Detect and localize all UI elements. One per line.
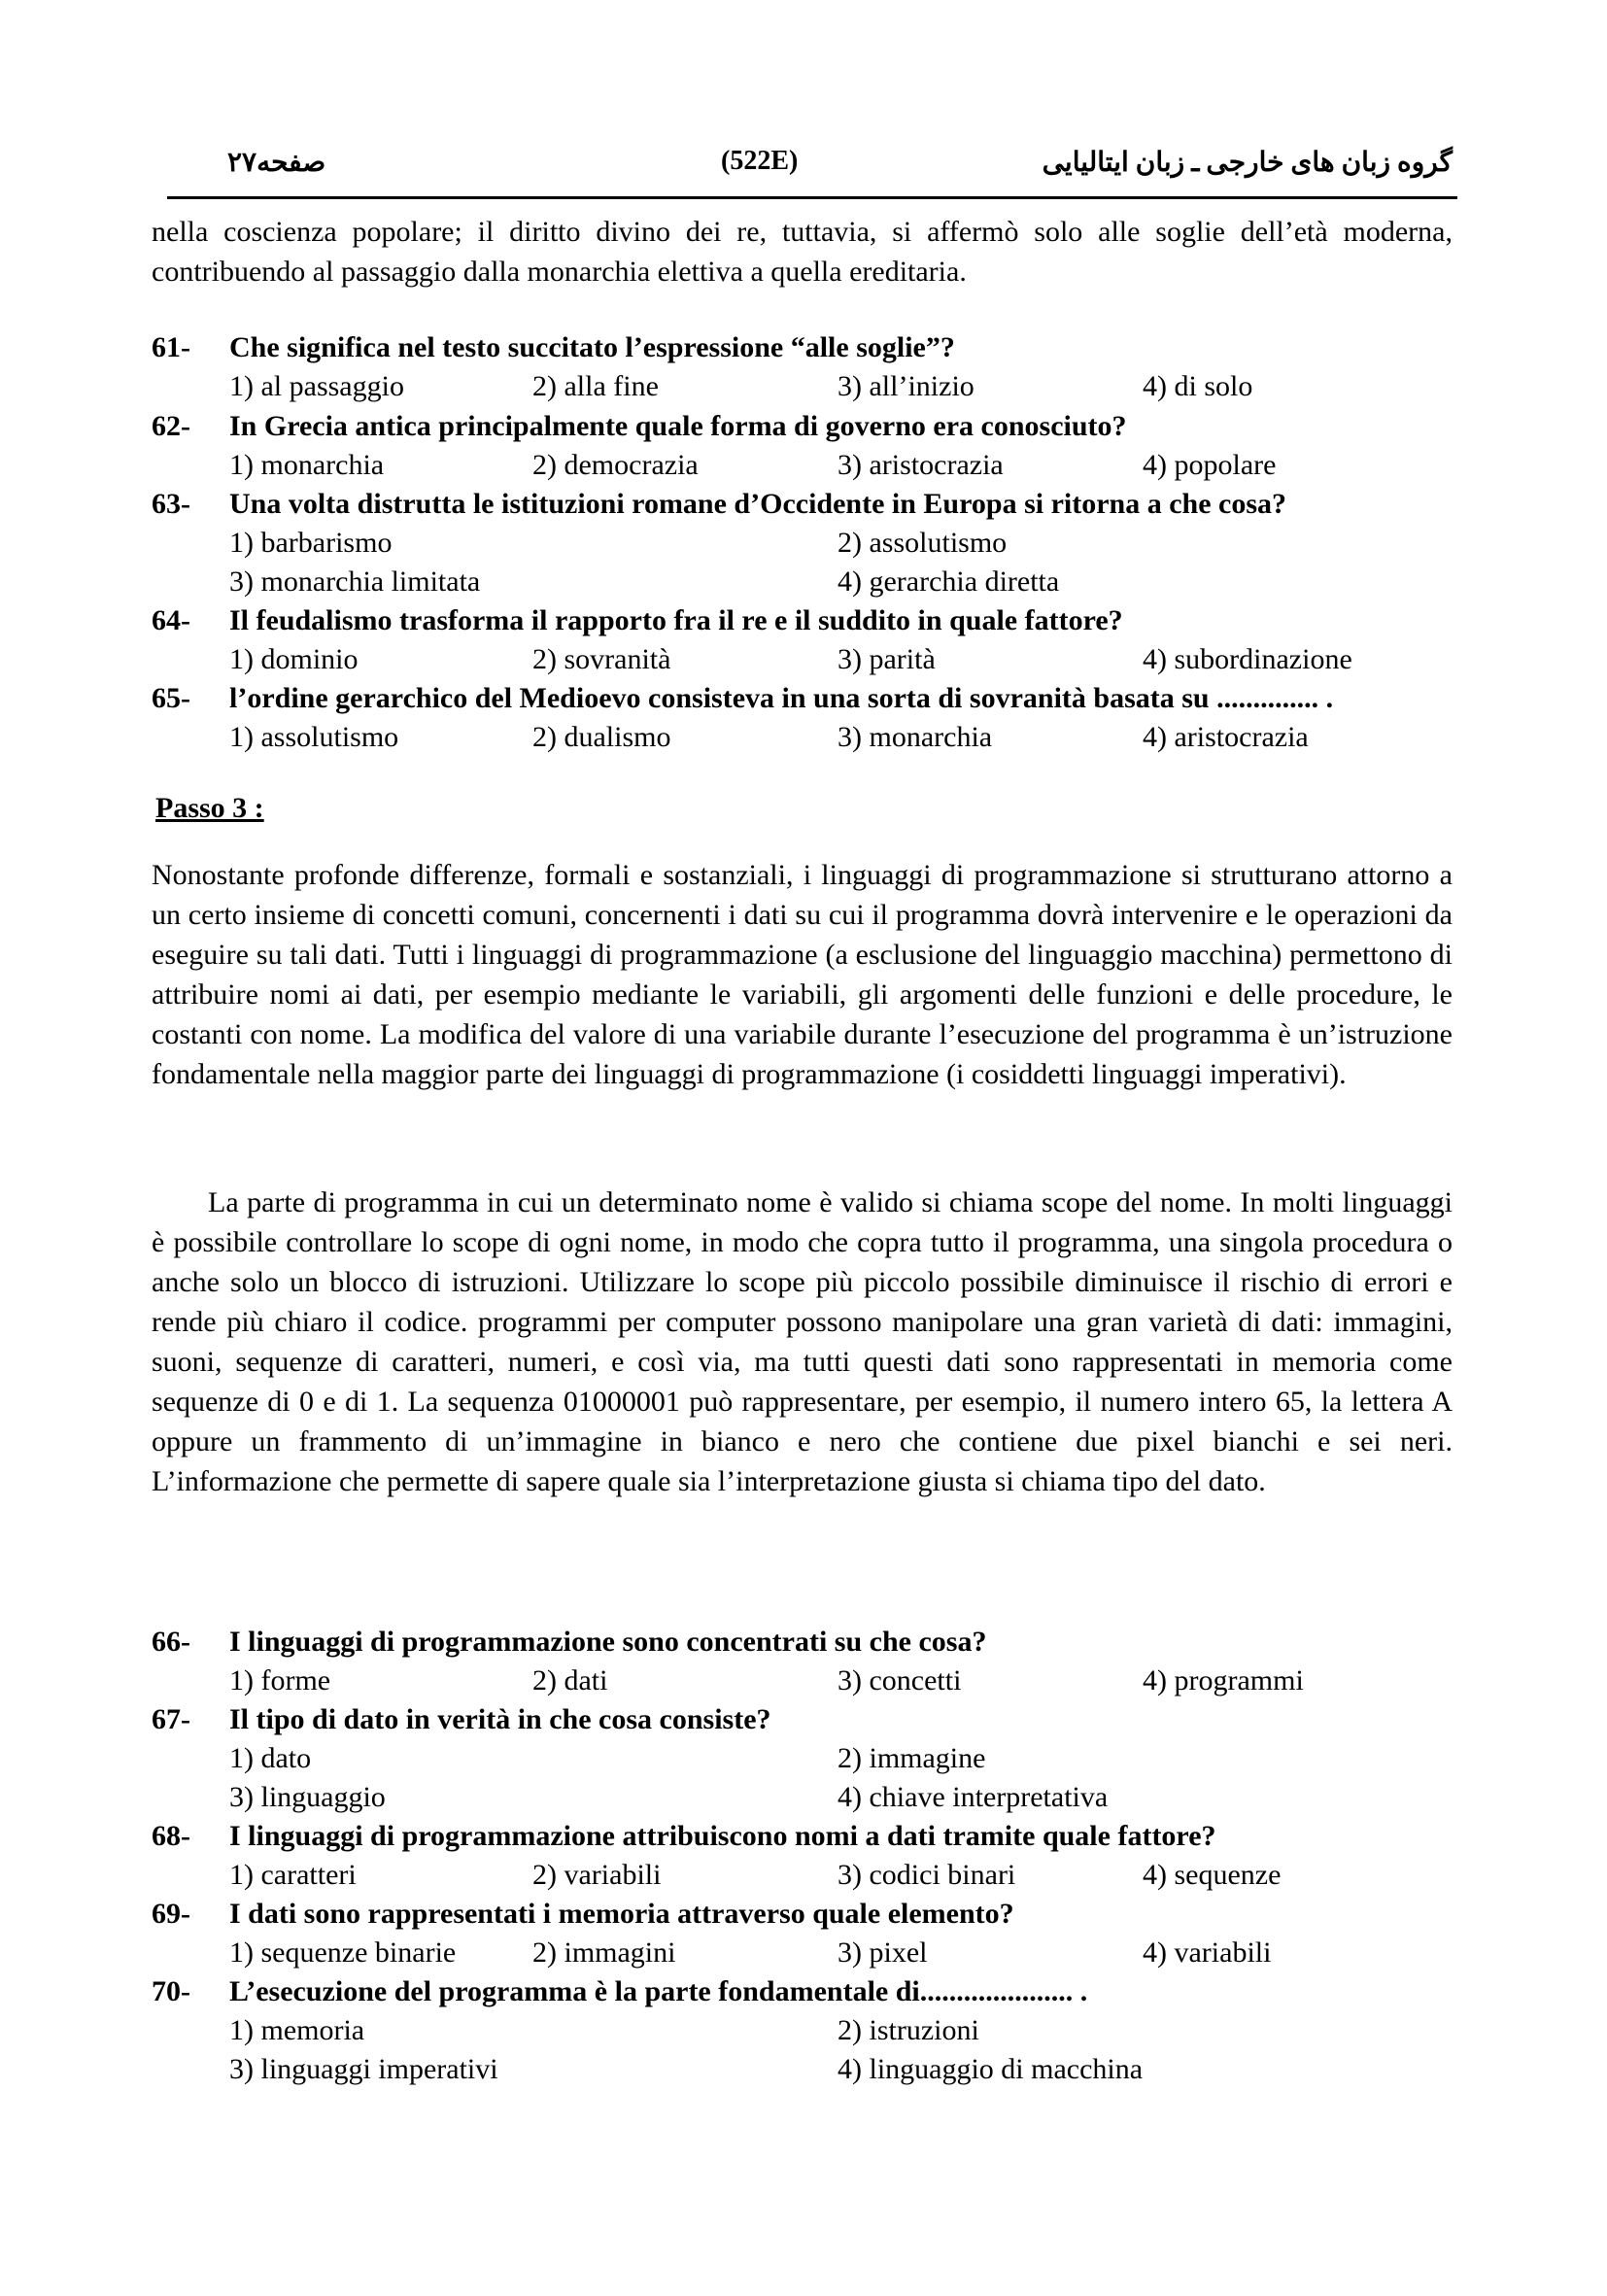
question-68 bbox=[152, 1817, 1453, 1895]
option-1: 1) caratteri bbox=[229, 1859, 357, 1891]
question-number: 65- bbox=[152, 682, 190, 714]
option-1: 1) dominio bbox=[229, 643, 359, 675]
option-3: 3) aristocrazia bbox=[838, 449, 1004, 481]
option-4: 4) aristocrazia bbox=[1143, 721, 1309, 753]
option-4: 4) sequenze bbox=[1143, 1859, 1282, 1891]
question-number: 63- bbox=[152, 488, 190, 520]
option-4: 4) variabili bbox=[1143, 1936, 1272, 1969]
option-4: 4) chiave interpretativa bbox=[838, 1781, 1109, 1813]
option-1: 1) monarchia bbox=[229, 449, 385, 481]
option-4: 4) gerarchia diretta bbox=[838, 565, 1060, 598]
option-1: 1) barbarismo bbox=[229, 527, 393, 559]
option-1: 1) sequenze binarie bbox=[229, 1936, 457, 1969]
question-69 bbox=[152, 1895, 1453, 1972]
option-1: 1) memoria bbox=[229, 2014, 365, 2046]
option-4: 4) di solo bbox=[1143, 370, 1253, 402]
option-3: 3) monarchia limitata bbox=[229, 565, 481, 598]
option-2: 2) democrazia bbox=[532, 449, 699, 481]
question-64 bbox=[152, 601, 1453, 679]
question-text: Una volta distrutta le istituzioni romane d’Occidente in Europa si ritorna a che cosa? bbox=[229, 488, 1287, 520]
option-2: 2) dati bbox=[532, 1664, 608, 1696]
option-2: 2) immagini bbox=[532, 1936, 676, 1969]
passage-paragraph-2: La parte di programma in cui un determinato nome è valido si chiama scope del nome. In molti linguaggi è possibile controllare lo scope di ogni nome, in modo che copra tutto il programma, una singola procedura o anche solo un blocco di istruzioni. Utilizzare lo scope più piccolo possibile diminuisce il rischio di errori e rende più chiaro il codice. programmi per computer possono manipolare una gran varietà di dati: immagini, suoni, sequenze di caratteri, numeri, e così via, ma tutti questi dati sono rappresentati in memoria come sequenze di 0 e di 1. La sequenza 01000001 può rappresentare, per esempio, il numero intero 65, la lettera A oppure un frammento di un’immagine in bianco e nero che contiene due pixel bianchi e sei neri. L’informazione che permette di sapere quale sia l’interpretazione giusta si chiama tipo del dato. bbox=[152, 1186, 1453, 1497]
option-3: 3) all’inizio bbox=[838, 370, 974, 402]
question-65 bbox=[152, 679, 1453, 757]
option-1: 1) assolutismo bbox=[229, 721, 399, 753]
option-2: 2) dualismo bbox=[532, 721, 671, 753]
header-divider bbox=[167, 196, 1457, 199]
question-number: 66- bbox=[152, 1626, 190, 1658]
passage-continuation: nella coscienza popolare; il diritto divino dei re, tuttavia, si affermò solo alle soglie dell’età moderna, contribuendo al passaggio dalla monarchia elettiva a quella ereditaria. bbox=[152, 216, 1453, 288]
question-number: 62- bbox=[152, 410, 190, 442]
option-1: 1) al passaggio bbox=[229, 370, 404, 402]
option-1: 1) dato bbox=[229, 1742, 312, 1774]
question-text: l’ordine gerarchico del Medioevo consisteva in una sorta di sovranità basata su .............. . bbox=[229, 682, 1334, 714]
question-62 bbox=[152, 407, 1453, 485]
question-text: Che significa nel testo succitato l’espressione “alle soglie”? bbox=[229, 331, 955, 363]
question-66 bbox=[152, 1623, 1453, 1700]
question-text: L’esecuzione del programma è la parte fondamentale di..................... . bbox=[229, 1975, 1088, 2007]
option-1: 1) forme bbox=[229, 1664, 331, 1696]
page-number: صفحه۲۷ bbox=[227, 148, 326, 178]
option-4: 4) subordinazione bbox=[1143, 643, 1352, 675]
question-number: 67- bbox=[152, 1703, 190, 1735]
option-3: 3) parità bbox=[838, 643, 936, 675]
option-3: 3) linguaggi imperativi bbox=[229, 2053, 498, 2085]
option-4: 4) linguaggio di macchina bbox=[838, 2053, 1144, 2085]
option-3: 3) linguaggio bbox=[229, 1781, 386, 1813]
option-2: 2) variabili bbox=[532, 1859, 662, 1891]
question-number: 69- bbox=[152, 1898, 190, 1930]
question-61 bbox=[152, 328, 1453, 406]
option-3: 3) monarchia bbox=[838, 721, 993, 753]
option-2: 2) alla fine bbox=[532, 370, 659, 402]
question-70 bbox=[152, 1972, 1453, 2089]
option-4: 4) popolare bbox=[1143, 449, 1277, 481]
passage-title: Passo 3 : bbox=[155, 792, 264, 824]
question-text: In Grecia antica principalmente quale forma di governo era conosciuto? bbox=[229, 410, 1127, 442]
exam-code: (522E) bbox=[721, 146, 799, 176]
question-number: 64- bbox=[152, 604, 190, 636]
question-text: Il feudalismo trasforma il rapporto fra il re e il suddito in quale fattore? bbox=[229, 604, 1123, 636]
question-67 bbox=[152, 1700, 1453, 1817]
option-3: 3) concetti bbox=[838, 1664, 962, 1696]
option-2: 2) sovranità bbox=[532, 643, 671, 675]
option-4: 4) programmi bbox=[1143, 1664, 1304, 1696]
question-number: 61- bbox=[152, 331, 190, 363]
question-text: I dati sono rappresentati i memoria attraverso quale elemento? bbox=[229, 1898, 1014, 1930]
question-number: 70- bbox=[152, 1975, 190, 2007]
option-2: 2) assolutismo bbox=[838, 527, 1008, 559]
option-3: 3) codici binari bbox=[838, 1859, 1016, 1891]
option-3: 3) pixel bbox=[838, 1936, 928, 1969]
exam-subject: گروه زبان های خارجی ـ زبان ایتالیایی bbox=[1042, 148, 1453, 178]
question-text: I linguaggi di programmazione attribuiscono nomi a dati tramite quale fattore? bbox=[229, 1820, 1216, 1852]
question-63 bbox=[152, 485, 1453, 601]
option-2: 2) istruzioni bbox=[838, 2014, 979, 2046]
question-number: 68- bbox=[152, 1820, 190, 1852]
question-text: Il tipo di dato in verità in che cosa consiste? bbox=[229, 1703, 771, 1735]
option-2: 2) immagine bbox=[838, 1742, 986, 1774]
question-text: I linguaggi di programmazione sono concentrati su che cosa? bbox=[229, 1626, 987, 1658]
passage-paragraph-1: Nonostante profonde differenze, formali e sostanziali, i linguaggi di programmazione si strutturano attorno a un certo insieme di concetti comuni, concernenti i dati su cui il programma dovrà intervenire e le operazioni da eseguire su tali dati. Tutti i linguaggi di programmazione (a esclusione del linguaggio macchina) permettono di attribuire nomi ai dati, per esempio mediante le variabili, gli argomenti delle funzioni e delle procedure, le costanti con nome. La modifica del valore di una variabile durante l’esecuzione del programma è un’istruzione fondamentale nella maggior parte dei linguaggi di programmazione (i cosiddetti linguaggi imperativi). bbox=[152, 859, 1453, 1090]
